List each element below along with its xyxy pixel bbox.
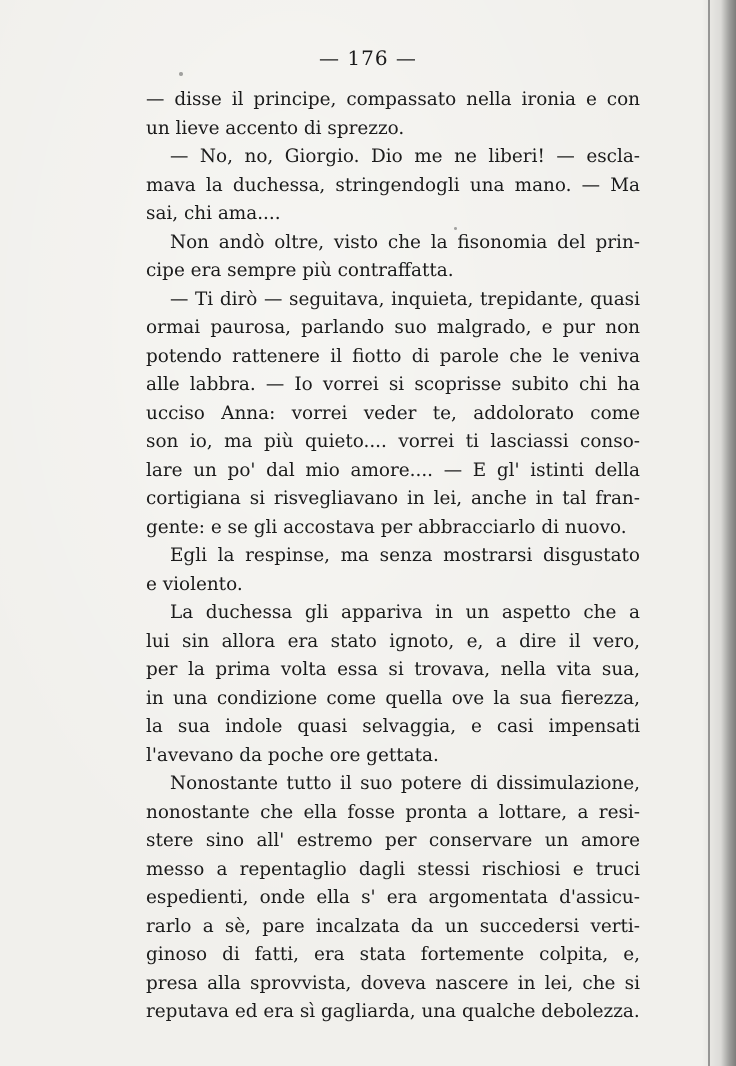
ink-speck bbox=[179, 72, 183, 76]
text-line: l'avevano da poche ore gettata. bbox=[146, 744, 439, 766]
body-text bbox=[146, 86, 640, 1027]
text-line: reputava ed era sì gagliarda, una qualche debolezza. bbox=[146, 1001, 640, 1022]
text-line: sai, chi ama.... bbox=[146, 203, 281, 224]
text-line: — Ti dirò — seguitava, inquieta, trepidante, quasi bbox=[170, 288, 640, 310]
text-line: espedienti, onde ella s' era argomentata d'assicu- bbox=[146, 887, 640, 908]
text-line: mava la duchessa, stringendogli una mano. — Ma bbox=[146, 174, 640, 196]
paragraph bbox=[146, 143, 640, 229]
text-line: rarlo a sè, pare incalzata da un succedersi verti- bbox=[146, 915, 640, 937]
text-line: ucciso Anna: vorrei veder te, addolorato come bbox=[146, 402, 640, 424]
text-line: la sua indole quasi selvaggia, e casi impensati bbox=[146, 716, 640, 737]
page-edge-line bbox=[708, 0, 710, 1066]
text-line: cortigiana si risvegliavano in lei, anche in tal fran- bbox=[146, 488, 640, 509]
text-line: ginoso di fatti, era stata fortemente colpita, e, bbox=[146, 944, 640, 965]
text-line: messo a repentaglio dagli stessi rischiosi e truci bbox=[146, 858, 640, 880]
text-line: gente: e se gli accostava per abbracciarlo di nuovo. bbox=[146, 516, 627, 538]
text-line: Egli la respinse, ma senza mostrarsi disgustato bbox=[170, 545, 640, 566]
text-line: lare un po' dal mio amore.... — E gl' istinti della bbox=[146, 459, 640, 481]
text-line: ormai paurosa, parlando suo malgrado, e pur non bbox=[146, 317, 640, 338]
text-line: Non andò oltre, visto che la fisonomia del prin- bbox=[170, 231, 640, 253]
text-line: La duchessa gli appariva in un aspetto che a bbox=[170, 602, 640, 623]
text-line: potendo rattenere il fiotto di parole che le veniva bbox=[146, 345, 640, 367]
text-line: lui sin allora era stato ignoto, e, a dire il vero, bbox=[146, 630, 640, 652]
text-line: alle labbra. — Io vorrei si scoprisse subito chi ha bbox=[146, 374, 640, 395]
paragraph bbox=[146, 542, 640, 599]
paragraph bbox=[146, 286, 640, 543]
paragraph bbox=[146, 599, 640, 770]
paragraph bbox=[146, 86, 640, 143]
page-number: — 176 — bbox=[319, 46, 417, 70]
text-line: in una condizione come quella ove la sua fierezza, bbox=[146, 687, 640, 709]
text-line: Nonostante tutto il suo potere di dissimulazione, bbox=[170, 773, 640, 794]
text-line: cipe era sempre più contraffatta. bbox=[146, 260, 454, 281]
paragraph bbox=[146, 229, 640, 286]
paragraph bbox=[146, 770, 640, 1027]
text-line: nonostante che ella fosse pronta a lottare, a resi- bbox=[146, 801, 640, 823]
text-line: e violento. bbox=[146, 573, 243, 595]
text-line: presa alla sprovvista, doveva nascere in lei, che si bbox=[146, 972, 640, 994]
text-line: per la prima volta essa si trovava, nella vita sua, bbox=[146, 659, 640, 680]
text-line: stere sino all' estremo per conservare un amore bbox=[146, 830, 640, 851]
text-line: — No, no, Giorgio. Dio me ne liberi! — escla- bbox=[170, 146, 640, 167]
text-line: un lieve accento di sprezzo. bbox=[146, 117, 405, 139]
text-line: son io, ma più quieto.... vorrei ti lasciassi conso- bbox=[146, 431, 640, 452]
text-line: — disse il principe, compassato nella ironia e con bbox=[146, 89, 640, 110]
